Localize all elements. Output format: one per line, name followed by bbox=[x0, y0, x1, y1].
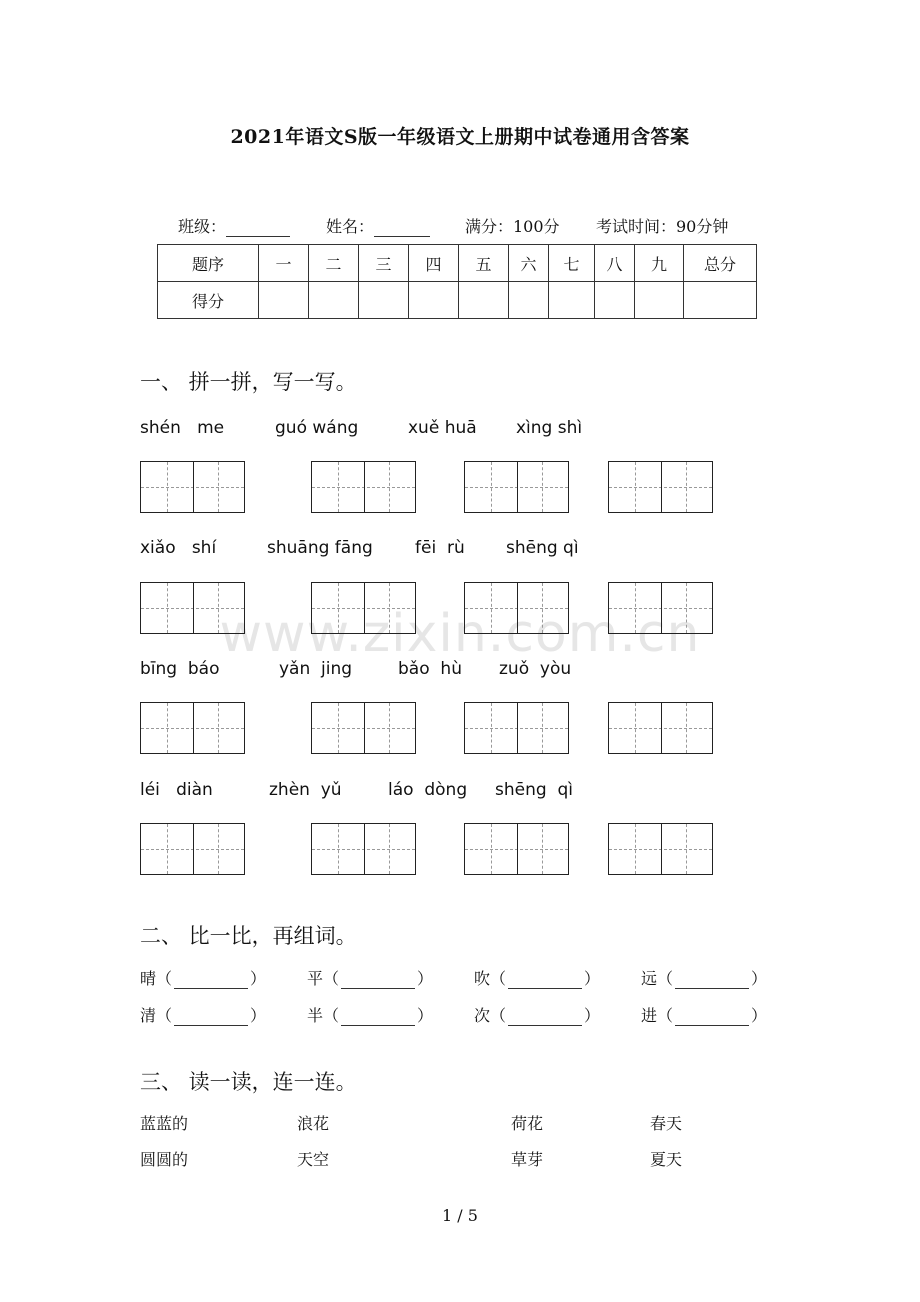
pinyin-label: yǎn jing bbox=[279, 659, 353, 679]
header-cell: 三 bbox=[359, 245, 409, 282]
compare-char: 进 bbox=[641, 1006, 658, 1025]
connect-word[interactable]: 蓝蓝的 bbox=[140, 1114, 189, 1133]
score-cell[interactable] bbox=[549, 282, 595, 319]
connect-word[interactable]: 春天 bbox=[650, 1114, 683, 1133]
class-field bbox=[178, 214, 290, 237]
connect-word[interactable]: 荷花 bbox=[511, 1114, 544, 1133]
writing-box[interactable] bbox=[140, 823, 245, 875]
writing-box[interactable] bbox=[140, 582, 245, 634]
answer-blank[interactable] bbox=[508, 974, 582, 989]
score-cell[interactable] bbox=[259, 282, 309, 319]
name-label: 姓名： bbox=[326, 217, 375, 236]
score-cell[interactable] bbox=[509, 282, 549, 319]
score-cell[interactable] bbox=[309, 282, 359, 319]
pinyin-label: bǎo hù bbox=[398, 659, 462, 679]
score-cell[interactable] bbox=[595, 282, 635, 319]
score-header-row bbox=[158, 245, 757, 282]
header-cell: 九 bbox=[635, 245, 684, 282]
writing-box[interactable] bbox=[608, 461, 713, 513]
answer-blank[interactable] bbox=[174, 1011, 248, 1026]
connect-word[interactable]: 草芽 bbox=[511, 1150, 544, 1169]
header-cell: 总分 bbox=[684, 245, 757, 282]
score-cell[interactable] bbox=[635, 282, 684, 319]
compare-item: 清（ ） bbox=[140, 1006, 267, 1025]
connect-word[interactable]: 夏天 bbox=[650, 1150, 683, 1169]
pinyin-label: bīng báo bbox=[140, 659, 220, 679]
compare-item: 平（ ） bbox=[307, 969, 434, 988]
compare-char: 晴 bbox=[140, 969, 157, 988]
header-cell: 五 bbox=[459, 245, 509, 282]
writing-box[interactable] bbox=[608, 823, 713, 875]
connect-word[interactable]: 天空 bbox=[297, 1150, 330, 1169]
pinyin-label: léi diàn bbox=[140, 780, 213, 800]
writing-box[interactable] bbox=[311, 702, 416, 754]
pinyin-label: láo dòng bbox=[388, 780, 468, 800]
pinyin-label: zhèn yǔ bbox=[269, 780, 342, 800]
compare-char: 吹 bbox=[474, 969, 491, 988]
name-field bbox=[326, 214, 430, 237]
connect-word[interactable]: 浪花 bbox=[297, 1114, 330, 1133]
pinyin-label: shēng qì bbox=[506, 538, 579, 558]
name-blank[interactable] bbox=[374, 220, 430, 237]
header-cell: 二 bbox=[309, 245, 359, 282]
writing-box[interactable] bbox=[311, 461, 416, 513]
pinyin-label: guó wáng bbox=[275, 418, 359, 438]
compare-char: 平 bbox=[307, 969, 324, 988]
pinyin-label: shuāng fāng bbox=[267, 538, 373, 558]
pinyin-label: fēi rù bbox=[415, 538, 465, 558]
answer-blank[interactable] bbox=[174, 974, 248, 989]
class-label: 班级： bbox=[178, 217, 227, 236]
compare-item: 进（ ） bbox=[641, 1006, 768, 1025]
answer-blank[interactable] bbox=[341, 974, 415, 989]
writing-box[interactable] bbox=[464, 702, 569, 754]
compare-item: 远（ ） bbox=[641, 969, 768, 988]
watermark: www.zixin.com.cn bbox=[219, 604, 701, 664]
answer-blank[interactable] bbox=[508, 1011, 582, 1026]
pinyin-label: zuǒ yòu bbox=[499, 659, 572, 679]
answer-blank[interactable] bbox=[675, 1011, 749, 1026]
score-row bbox=[158, 282, 757, 319]
compare-char: 次 bbox=[474, 1006, 491, 1025]
compare-item: 次（ ） bbox=[474, 1006, 601, 1025]
full-score: 满分：100分 bbox=[465, 217, 560, 236]
writing-box[interactable] bbox=[140, 461, 245, 513]
compare-char: 远 bbox=[641, 969, 658, 988]
compare-item: 吹（ ） bbox=[474, 969, 601, 988]
pinyin-label: shén me bbox=[140, 418, 225, 438]
pinyin-label: xuě huā bbox=[408, 418, 477, 438]
writing-box[interactable] bbox=[464, 823, 569, 875]
header-cell: 七 bbox=[549, 245, 595, 282]
page-title: 2021年语文S版一年级语文上册期中试卷通用含答案 bbox=[230, 126, 690, 148]
score-cell[interactable] bbox=[359, 282, 409, 319]
pinyin-label: xìng shì bbox=[516, 418, 583, 438]
header-cell: 四 bbox=[409, 245, 459, 282]
header-cell: 一 bbox=[259, 245, 309, 282]
writing-box[interactable] bbox=[311, 582, 416, 634]
compare-item: 晴（ ） bbox=[140, 969, 267, 988]
writing-box[interactable] bbox=[464, 582, 569, 634]
connect-word[interactable]: 圆圆的 bbox=[140, 1150, 189, 1169]
compare-item: 半（ ） bbox=[307, 1006, 434, 1025]
exam-time: 考试时间：90分钟 bbox=[596, 217, 729, 236]
answer-blank[interactable] bbox=[675, 974, 749, 989]
header-cell: 八 bbox=[595, 245, 635, 282]
score-table bbox=[157, 244, 757, 319]
score-row-label: 得分 bbox=[158, 282, 259, 319]
compare-char: 清 bbox=[140, 1006, 157, 1025]
class-blank[interactable] bbox=[226, 220, 290, 237]
header-cell: 六 bbox=[509, 245, 549, 282]
score-cell[interactable] bbox=[459, 282, 509, 319]
header-cell: 题序 bbox=[158, 245, 259, 282]
section-1-heading: 一、 拼一拼，写一写。 bbox=[140, 370, 357, 394]
writing-box[interactable] bbox=[464, 461, 569, 513]
writing-box[interactable] bbox=[311, 823, 416, 875]
pinyin-label: shēng qì bbox=[495, 780, 573, 800]
score-cell[interactable] bbox=[409, 282, 459, 319]
page-number: 1 / 5 bbox=[442, 1206, 478, 1225]
pinyin-label: xiǎo shí bbox=[140, 538, 217, 558]
writing-box[interactable] bbox=[608, 582, 713, 634]
writing-box[interactable] bbox=[140, 702, 245, 754]
section-3-heading: 三、 读一读，连一连。 bbox=[140, 1070, 357, 1094]
writing-box[interactable] bbox=[608, 702, 713, 754]
compare-char: 半 bbox=[307, 1006, 324, 1025]
score-cell[interactable] bbox=[684, 282, 757, 319]
answer-blank[interactable] bbox=[341, 1011, 415, 1026]
section-2-heading: 二、 比一比，再组词。 bbox=[140, 924, 357, 948]
